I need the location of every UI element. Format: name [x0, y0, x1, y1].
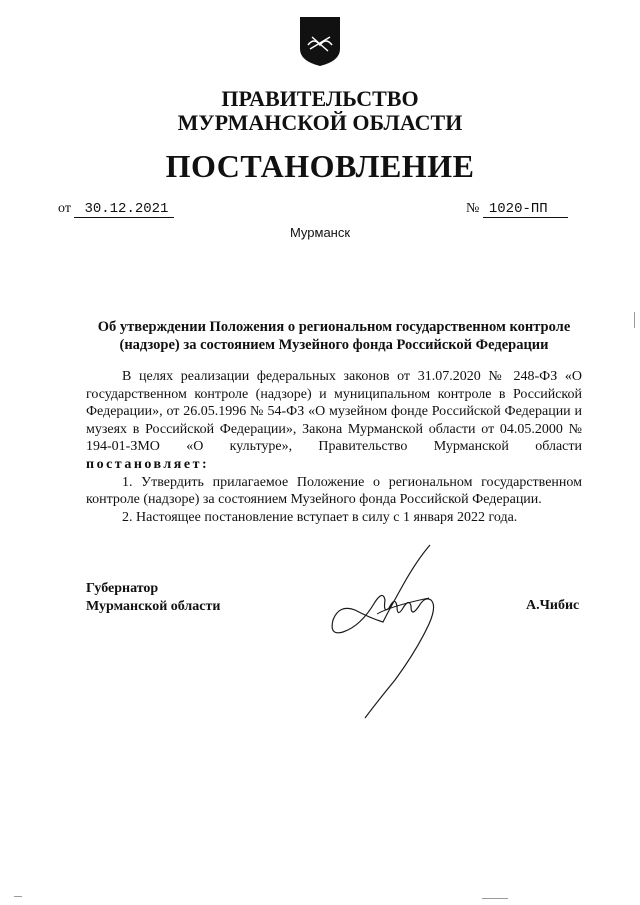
date-value: 30.12.2021	[74, 201, 174, 218]
item-2: 2. Настоящее постановление вступает в силу с 1 января 2022 года.	[122, 509, 518, 525]
intro-paragraph	[86, 368, 582, 474]
city: Мурманск	[289, 225, 351, 240]
document-date	[58, 201, 174, 218]
intro-text: В целях реализации федеральных законов от 31.07.2020 № 248-ФЗ «О государственном контроле (надзоре) и муниципальном контроле в Российской Федерации», от 26.05.1996 № 54-ФЗ «О музейном фонде Российской Федерации и музеях в Российской Федерации», Закона Мурманской области от 04.05.2000 № 194-01-ЗМО «О культуре», Правительство Мурманской области	[86, 369, 582, 455]
scan-mark-right	[634, 312, 635, 328]
document-type: ПОСТАНОВЛЕНИЕ	[165, 148, 475, 184]
scan-mark-bottom-right	[482, 898, 508, 899]
role-line1: Губернатор	[86, 581, 159, 596]
handwritten-signature	[325, 540, 455, 720]
org-title-line2: МУРМАНСКОЙ ОБЛАСТИ	[177, 110, 463, 135]
role-line2: Мурманской области	[86, 599, 221, 614]
number-prefix: №	[466, 201, 480, 216]
date-prefix: от	[58, 201, 71, 216]
coat-of-arms-icon	[298, 15, 342, 67]
scan-mark-bottom-left	[14, 896, 22, 897]
number-value: 1020-ПП	[483, 201, 568, 218]
signatory-role	[86, 580, 220, 616]
signatory-name: А.Чибис	[526, 598, 580, 613]
decree-word: постановляет:	[86, 456, 210, 472]
document-body	[86, 368, 582, 526]
org-title-line1: ПРАВИТЕЛЬСТВО	[221, 86, 419, 111]
document-number	[466, 201, 568, 218]
item-1: 1. Утвердить прилагаемое Положение о региональном государственном контроле (надзоре) за состоянием Музейного фонда Российской Федерации.	[86, 474, 582, 508]
document-subject: Об утверждении Положения о региональном государственном контроле (надзоре) за состоянием Музейного фонда Российской Федерации	[97, 319, 571, 353]
